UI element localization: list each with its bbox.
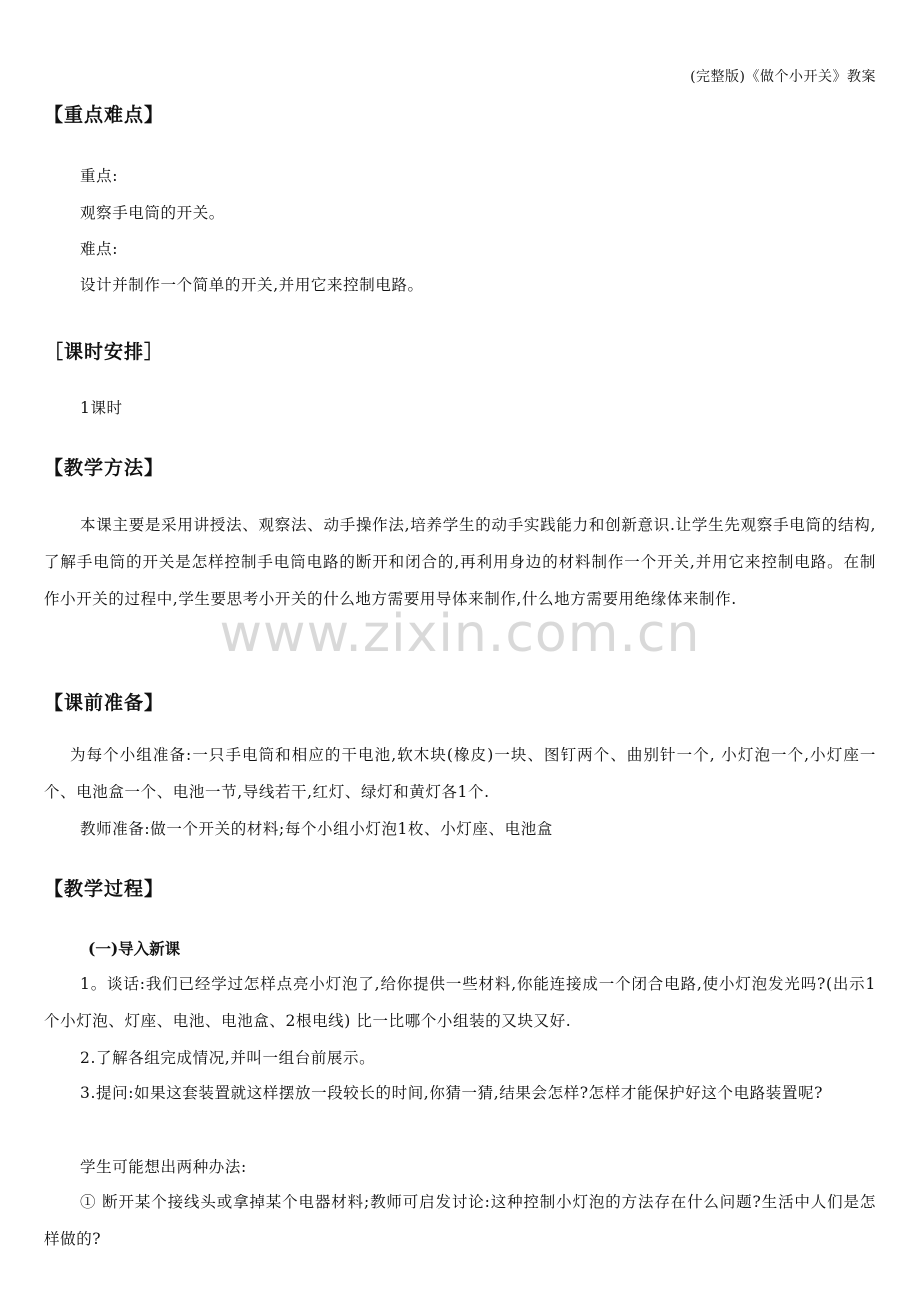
watermark: www.zixin.com.cn (219, 604, 701, 664)
process-item-1: 1。谈话:我们已经学过怎样点亮小灯泡了,给你提供一些材料,你能连接成一个闭合电路,使小灯泡发光吗?(出示1个小灯泡、灯座、电池、电池盒、2根电线) 比一比哪个小组装的又块又好. (44, 975, 876, 1030)
section-title-schedule: ［课时安排］ (44, 341, 165, 363)
focus-label: 重点: (80, 167, 119, 185)
section-title-preparation: 【课前准备】 (44, 692, 165, 714)
method-paragraph: 本课主要是采用讲授法、观察法、动手操作法,培养学生的动手实践能力和创新意识.让学生先观察手电筒的结构,了解手电筒的开关是怎样控制手电筒电路的断开和闭合的,再利用身边的材料制作一个开关,并用它来控制电路。在制作小开关的过程中,学生要思考小开关的什么地方需要用导体来制作,什么地方需要用绝缘体来制作. (44, 516, 876, 608)
focus-text: 观察手电筒的开关。 (80, 204, 225, 222)
process-subtitle: (一)导入新课 (88, 939, 181, 958)
schedule-text: 1课时 (80, 399, 123, 417)
process-item-2: 2.了解各组完成情况,并叫一组台前展示。 (80, 1049, 376, 1067)
teacher-preparation-text: 教师准备:做一个开关的材料;每个小组小灯泡1枚、小灯座、电池盒 (80, 820, 553, 838)
group-preparation-paragraph: 为每个小组准备:一只手电筒和相应的干电池,软木块(橡皮)一块、图钉两个、曲别针一个, 小灯泡一个,小灯座一个、电池盒一个、电池一节,导线若干,红灯、绿灯和黄灯各1个. (44, 746, 876, 801)
process-item-5: ① 断开某个接线头或拿掉某个电器材料;教师可启发讨论:这种控制小灯泡的方法存在什么问题?生活中人们是怎样做的? (44, 1193, 876, 1248)
section-title-process: 【教学过程】 (44, 878, 165, 900)
section-title-method: 【教学方法】 (44, 457, 165, 479)
page-header: (完整版)《做个小开关》教案 (690, 69, 876, 85)
difficulty-text: 设计并制作一个简单的开关,并用它来控制电路。 (80, 276, 424, 294)
process-item-4: 学生可能想出两种办法: (80, 1158, 247, 1176)
section-title-key-points: 【重点难点】 (44, 104, 165, 126)
process-item-3: 3.提问:如果这套装置就这样摆放一段较长的时间,你猜一猜,结果会怎样?怎样才能保护好这个电路装置呢? (80, 1084, 823, 1102)
difficulty-label: 难点: (80, 240, 119, 258)
